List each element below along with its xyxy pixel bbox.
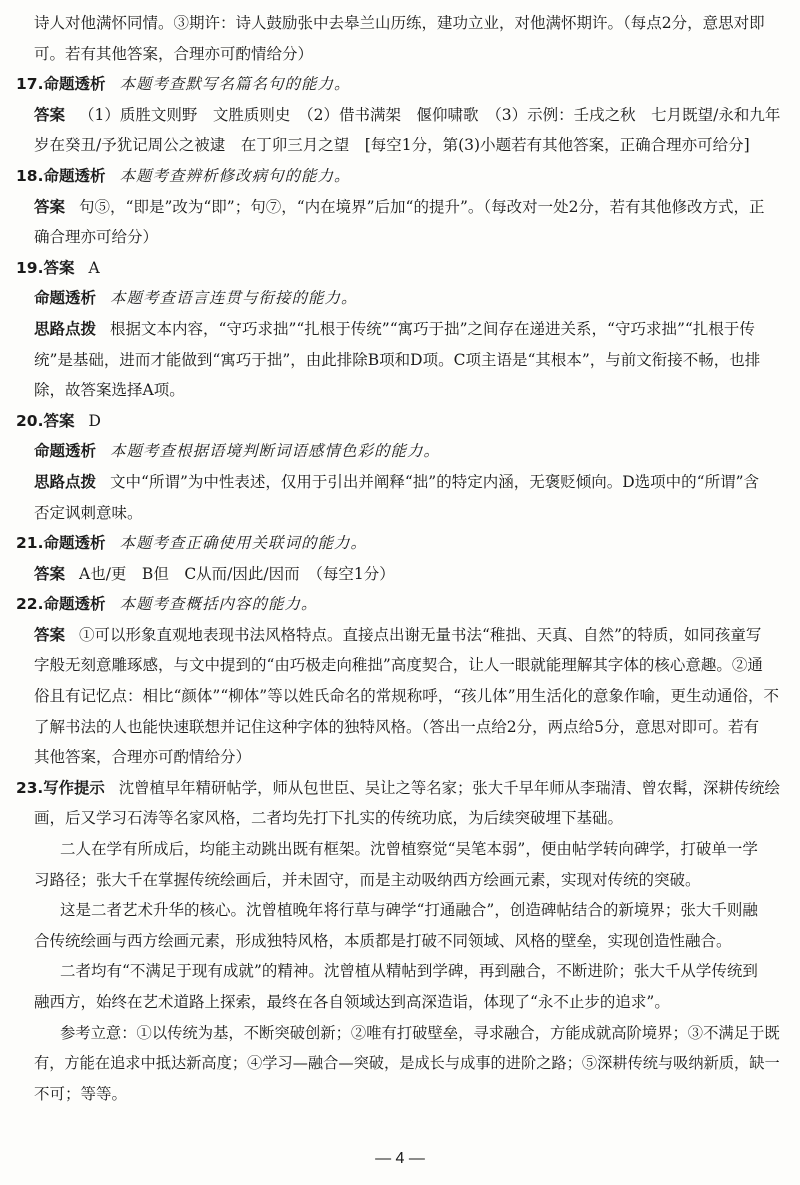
q23-p1-line-2: 画，后又学习石涛等名家风格，二者均先打下扎实的传统功底，为后续突破埋下基础。 — [34, 809, 624, 828]
q20-hint-1: 文中“所谓”为中性表述，仅用于引出并阐释“拙”的特定内涵，无褒贬倾向。D选项中的“所谓”含 — [110, 472, 759, 491]
q20-answer: D — [88, 411, 101, 430]
answer-label: 答案 — [34, 625, 66, 644]
writing-label: 写作提示 — [43, 778, 105, 797]
q23-p5-line-2: 有，方能在追求中抵达新高度；④学习—融合—突破，是成长与成事的进阶之路；⑤深耕传统与吸纳新质，缺一 — [34, 1054, 780, 1073]
q22-answer-line — [16, 620, 780, 651]
q20-number: 20. — [16, 411, 44, 430]
q22-answer-3: 俗且有记忆点：相比“颜体”“柳体”等以姓氏命名的常规称呼，“孩儿体”用生活化的意象作喻，更生动通俗，不 — [34, 687, 780, 706]
q23-number: 23. — [16, 778, 44, 797]
hint-label: 思路点拨 — [34, 472, 97, 491]
prev-line-1: 诗人对他满怀同情。③期许：诗人鼓励张中去皋兰山历练，建功立业，对他满怀期许。（每点2分，意思对即 — [34, 14, 765, 32]
q23-p4-line-1: 二者均有“不满足于现有成就”的精神。沈曾植从精帖到学碑，再到融合，不断进阶；张大千从学传统到 — [60, 962, 758, 981]
q19-answer: A — [88, 258, 100, 277]
q18-analysis-line — [16, 161, 780, 192]
q22-answer-1: ①可以形象直观地表现书法风格特点。直接点出谢无量书法“稚拙、天真、自然”的特质，如同孩童写 — [79, 625, 762, 644]
q22-answer-4: 了解书法的人也能快速联想并记住这种字体的独特风格。（答出一点给2分，两点给5分，意思对即可。若有 — [34, 717, 759, 736]
analysis-label: 命题透析 — [43, 595, 106, 614]
q19-hint-1: 根据文本内容，“守巧求拙”“扎根于传统”“寓巧于拙”之间存在递进关系，“守巧求拙”“扎根于传 — [110, 319, 755, 338]
q21-number: 21. — [16, 534, 44, 553]
q18-answer-1: 句⑤，“即是”改为“即”；句⑦，“内在境界”后加“的提升”。（每改对一处2分，若有其他修改方式，正 — [79, 197, 765, 216]
q20-hint-line — [16, 467, 780, 498]
q22-answer-2: 字般无刻意雕琢感，与文中提到的“由巧极走向稚拙”高度契合，让人一眼就能理解其字体的核心意趣。②通 — [34, 656, 763, 675]
q23-p3-line-2: 合传统绘画与西方绘画元素，形成独特风格，本质都是打破不同领域、风格的壁垒，实现创造性融合。 — [34, 931, 732, 950]
q17-number: 17. — [16, 75, 44, 94]
analysis-label: 命题透析 — [34, 289, 97, 308]
answer-label: 答案 — [43, 411, 75, 430]
analysis-label: 命题透析 — [34, 442, 97, 461]
answer-label: 答案 — [34, 105, 66, 124]
q19-hint-2: 统”是基础，进而才能做到“寓巧于拙”，由此排除B项和D项。C项主语是“其根本”，与前文衔接不畅，也排 — [34, 350, 761, 369]
q22-analysis: 本题考查概括内容的能力。 — [119, 595, 318, 614]
hint-label: 思路点拨 — [34, 319, 97, 338]
q17-analysis: 本题考查默写名篇名句的能力。 — [119, 75, 351, 94]
q17-answer-line — [16, 100, 780, 131]
q19-analysis-line — [16, 283, 780, 314]
q23-p5-line-1: 参考立意：①以传统为基，不断突破创新；②唯有打破壁垒，寻求融合，方能成就高阶境界；③不满足于既 — [60, 1023, 780, 1042]
q22-number: 22. — [16, 595, 44, 614]
q23-p4-line-2: 融西方，始终在艺术道路上探索，最终在各自领域达到高深造诣，体现了“永不止步的追求”。 — [34, 993, 670, 1011]
page-number: — 4 — — [375, 1150, 425, 1167]
answer-label: 答案 — [43, 258, 75, 277]
q18-answer-line — [16, 192, 780, 223]
q23-p1-line-1: 沈曾植早年精研帖学，师从包世臣、吴让之等名家；张大千早年师从李瑞清、曾农髯，深耕传统绘 — [118, 778, 780, 797]
q20-analysis: 本题考查根据语境判断词语感情色彩的能力。 — [110, 442, 441, 461]
q17-answer-1: （1）质胜文则野 文胜质则史 （2）借书满架 偃仰啸歌 （3）示例：壬戌之秋 七月既望/永和九年 — [79, 105, 781, 124]
q23-p5-line-3: 不可；等等。 — [34, 1084, 128, 1103]
q23-p2-line-2: 习路径；张大千在掌握传统绘画后，并未固守，而是主动吸纳西方绘画元素，实现对传统的突破。 — [34, 870, 701, 889]
prev-line-2: 可。若有其他答案，合理亦可酌情给分） — [34, 44, 314, 63]
q22-answer-5: 其他答案，合理亦可酌情给分） — [34, 748, 252, 767]
q18-analysis: 本题考查辨析修改病句的能力。 — [119, 166, 351, 185]
q23-p2-line-1: 二人在学有所成后，均能主动跳出既有框架。沈曾植察觉“吴笔本弱”，便由帖学转向碑学，打破单一学 — [60, 840, 758, 859]
q20-hint-2: 否定讽刺意味。 — [34, 503, 143, 522]
q19-answer-line — [16, 253, 780, 284]
q22-analysis-line — [16, 589, 780, 620]
q18-answer-2: 确合理亦可给分） — [34, 228, 159, 247]
q21-analysis-line — [16, 528, 780, 559]
q19-hint-3: 除，故答案选择A项。 — [34, 381, 185, 400]
q17-answer-2: 岁在癸丑/予犹记周公之被逮 在丁卯三月之望 [每空1分，第(3)小题若有其他答案，正确合理亦可给分] — [34, 136, 750, 155]
analysis-label: 命题透析 — [43, 166, 106, 185]
analysis-label: 命题透析 — [43, 534, 106, 553]
answer-label: 答案 — [34, 197, 66, 216]
q18-number: 18. — [16, 166, 44, 185]
q19-analysis: 本题考查语言连贯与衔接的能力。 — [110, 289, 358, 308]
q20-answer-line — [16, 406, 780, 437]
q19-hint-line — [16, 314, 780, 345]
q21-analysis: 本题考查正确使用关联词的能力。 — [119, 534, 367, 553]
analysis-label: 命题透析 — [43, 75, 106, 94]
q21-answer-line — [16, 559, 780, 590]
answer-label: 答案 — [34, 564, 66, 583]
q17-analysis-line — [16, 69, 780, 100]
q23-writing-line — [16, 773, 780, 804]
q19-number: 19. — [16, 258, 44, 277]
q21-answer: A也/更 B但 C从而/因此/因而 （每空1分） — [79, 564, 395, 583]
q23-p3-line-1: 这是二者艺术升华的核心。沈曾植晚年将行草与碑学“打通融合”，创造碑帖结合的新境界；张大千则融 — [60, 901, 758, 920]
q20-analysis-line — [16, 436, 780, 467]
